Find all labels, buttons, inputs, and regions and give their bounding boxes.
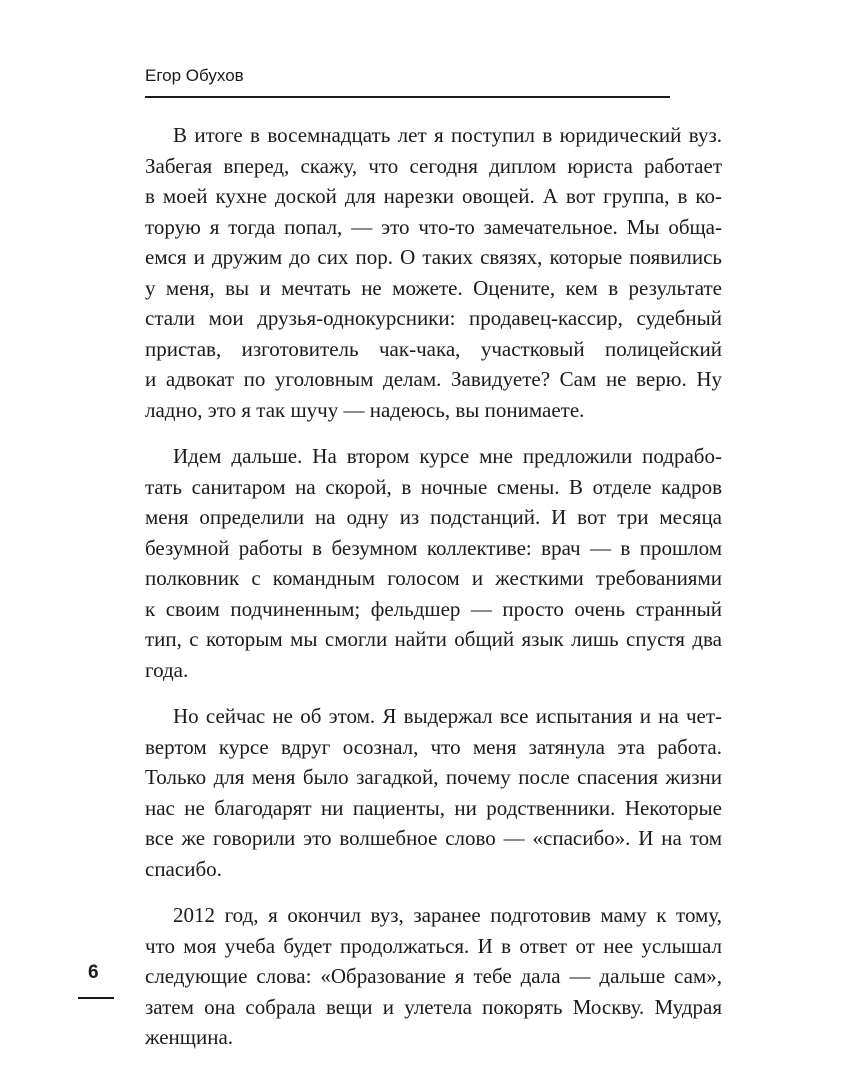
text-line: В итоге в восемнадцать лет я поступил в юридический вуз. [173, 123, 722, 147]
text-line: полковник с командным голосом и жесткими требованиями [145, 566, 722, 590]
text-line: безумной работы в безумном коллективе: врач — в прошлом [145, 535, 722, 560]
paragraph [145, 120, 722, 425]
text-line: емся и дружим до сих пор. О таких связях, которые появились [145, 245, 722, 269]
text-line: пристав, изготовитель чак-чака, участковый полицейский [145, 336, 722, 361]
page-number-rule [78, 997, 114, 999]
text-line: все же говорили это волшебное слово — «спасибо». И на том [145, 826, 722, 850]
paragraph [145, 701, 722, 884]
text-line: у меня, вы и мечтать не можете. Оцените, кем в результате [145, 275, 722, 300]
text-line: торую я тогда попал, — это что-то замечательное. Мы обща- [145, 214, 722, 239]
text-line: следующие слова: «Образование я тебе дала — дальше сам», [145, 964, 722, 988]
text-line: спасибо. [145, 856, 222, 881]
text-line: тип, с которым мы смогли найти общий язык лишь спустя два [145, 627, 722, 651]
text-line: нас не благодарят ни пациенты, ни родственники. Некоторые [145, 795, 722, 820]
text-line: женщина. [145, 1025, 234, 1049]
text-line: меня определили на одну из подстанций. И вот три месяца [145, 505, 722, 529]
text-line: к своим подчиненным; фельдшер — просто очень странный [145, 596, 722, 621]
text-line: стали мои друзья-однокурсники: продавец-кассир, судебный [145, 306, 722, 330]
running-head: Егор Обухов [145, 66, 244, 85]
text-line: в моей кухне доской для нарезки овощей. А вот группа, в ко- [145, 184, 722, 208]
text-line: тать санитаром на скорой, в ночные смены. В отделе кадров [145, 474, 722, 499]
text-line: что моя учеба будет продолжаться. И в ответ от нее услышал [145, 933, 722, 958]
header-rule [145, 96, 670, 98]
text-line: затем она собрала вещи и улетела покорять Москву. Мудрая [145, 994, 722, 1019]
text-line: года. [145, 657, 189, 682]
text-line: и адвокат по уголовным делам. Завидуете? Сам не верю. Ну [145, 367, 722, 391]
body-text [145, 120, 722, 1069]
text-line: Забегая вперед, скажу, что сегодня диплом юриста работает [145, 153, 722, 178]
text-line: ладно, это я так шучу — надеюсь, вы понимаете. [145, 397, 585, 422]
text-line: 2012 год, я окончил вуз, заранее подготовив маму к тому, [173, 903, 722, 927]
page-number: 6 [88, 962, 99, 983]
text-line: Но сейчас не об этом. Я выдержал все испытания и на чет- [173, 704, 722, 728]
paragraph [145, 441, 722, 685]
paragraph [145, 900, 722, 1053]
text-line: вертом курсе вдруг осознал, что меня затянула эта работа. [145, 734, 722, 759]
text-line: Только для меня было загадкой, почему после спасения жизни [145, 765, 722, 789]
text-line: Идем дальше. На втором курсе мне предложили подрабо- [173, 444, 722, 468]
